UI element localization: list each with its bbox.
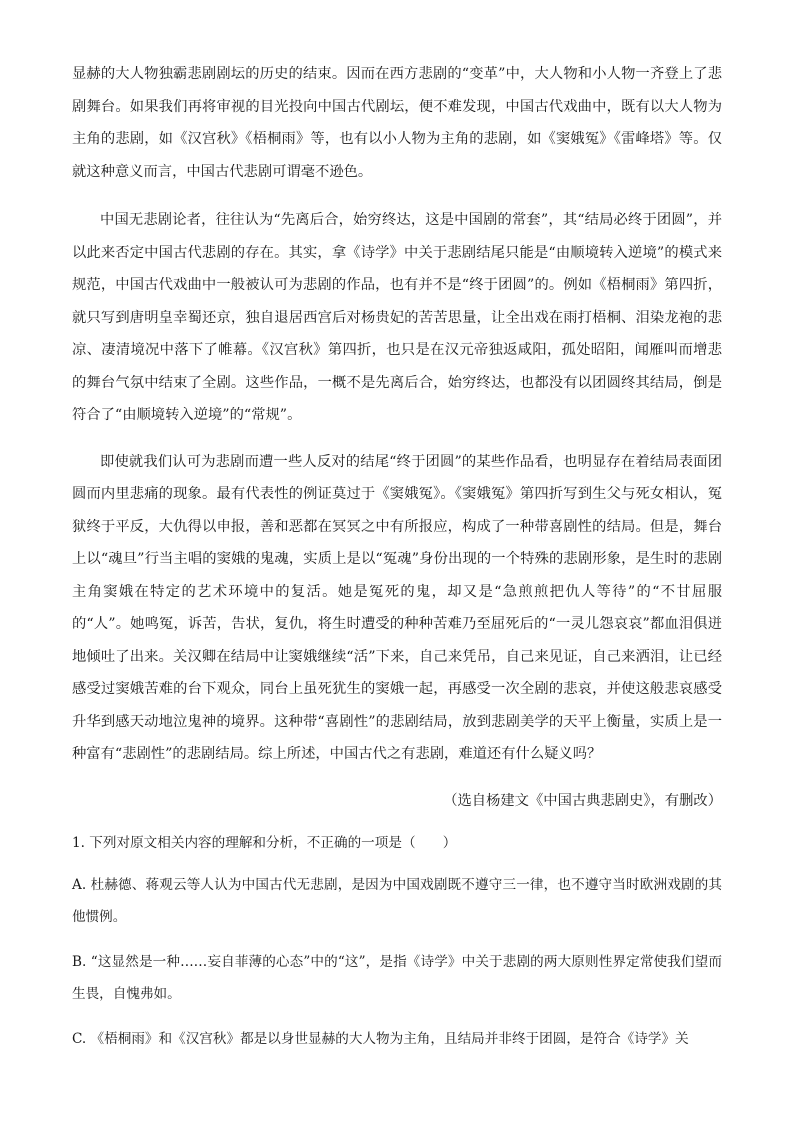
passage-paragraph-2: 中国无悲剧论者，往往认为“先离后合，始穷终达，这是中国剧的常套”，其“结局必终于团圆”，并以此来否定中国古代悲剧的存在。其实，拿《诗学》中关于悲剧结尾只能是“由顺境转入逆境”的模式来规范，中国古代戏曲中一般被认可为悲剧的作品，也有并不是“终于团圆”的。例如《梧桐雨》第四折，就只写到唐明皇幸蜀还京，独自退居西宫后对杨贵妃的苦苦思量，让全出戏在雨打梧桐、泪染龙袍的悲凉、凄清境况中落下了帷幕。《汉宫秋》第四折，也只是在汉元帝独返咸阳，孤处昭阳，闻雁叫而增悲的舞台气氛中结束了全剧。这些作品，一概不是先离后合，始穷终达，也都没有以团圆终其结局，倒是符合了“由顺境转入逆境”的“常规”。 xyxy=(72,212,722,423)
option-a: A. 杜赫德、蒋观云等人认为中国古代无悲剧，是因为中国戏剧既不遵守三一律，也不遵守当时欧洲戏剧的其他惯例。 xyxy=(72,876,722,925)
passage-paragraph-1: 显赫的大人物独霸悲剧剧坛的历史的结束。因而在西方悲剧的“变革”中，大人物和小人物一齐登上了悲剧舞台。如果我们再将审视的目光投向中国古代剧坛，便不难发现，中国古代戏曲中，既有以大人物为主角的悲剧，如《汉宫秋》《梧桐雨》等，也有以小人物为主角的悲剧，如《窦娥冤》《雷峰塔》等。仅就这种意义而言，中国古代悲剧可谓毫不逊色。 xyxy=(72,66,722,180)
document-page xyxy=(72,58,722,1067)
option-b: B. “这显然是一种……妄自菲薄的心态”中的“这”，是指《诗学》中关于悲剧的两大原则性界定常使我们望而生畏，自愧弗如。 xyxy=(72,953,722,1002)
passage-source: （选自杨建文《中国古典悲剧史》，有删改） xyxy=(443,792,722,809)
option-c: C. 《梧桐雨》和《汉宫秋》都是以身世显赫的大人物为主角，且结局并非终于团圆，是符合《诗学》关 xyxy=(72,1030,689,1047)
passage-paragraph-3: 即使就我们认可为悲剧而遭一些人反对的结尾“终于团圆”的某些作品看，也明显存在着结局表面团圆而内里悲痛的现象。最有代表性的例证莫过于《窦娥冤》。《窦娥冤》第四折写到生父与死女相认，冤狱终于平反，大仇得以申报，善和恶都在冥冥之中有所报应，构成了一种带喜剧性的结局。但是，舞台上以“魂旦”行当主唱的窦娥的鬼魂，实质上是以“冤魂”身份出现的一个特殊的悲剧形象，是生时的悲剧主角窦娥在特定的艺术环境中的复活。她是冤死的鬼，却又是“急煎煎把仇人等待”的“不甘屈服的“人”。她鸣冤，诉苦，告状，复仇，将生时遭受的种种苦难乃至屈死后的“一灵儿怨哀哀”都血泪俱迸地倾吐了出来。关汉卿在结局中让窦娥继续“活”下来，自己来凭吊，自己来见证，自己来洒泪，让已经感受过窦娥苦难的台下观众，同台上虽死犹生的窦娥一起，再感受一次全剧的悲哀，并使这般悲哀感受升华到感天动地泣鬼神的境界。这种带“喜剧性”的悲剧结局，放到悲剧美学的天平上衡量，实质上是一种富有“悲剧性”的悲剧结局。综上所述，中国古代之有悲剧，难道还有什么疑义吗？ xyxy=(72,453,722,762)
question-stem: 1. 下列对原文相关内容的理解和分析，不正确的一项是（ ） xyxy=(72,834,457,851)
